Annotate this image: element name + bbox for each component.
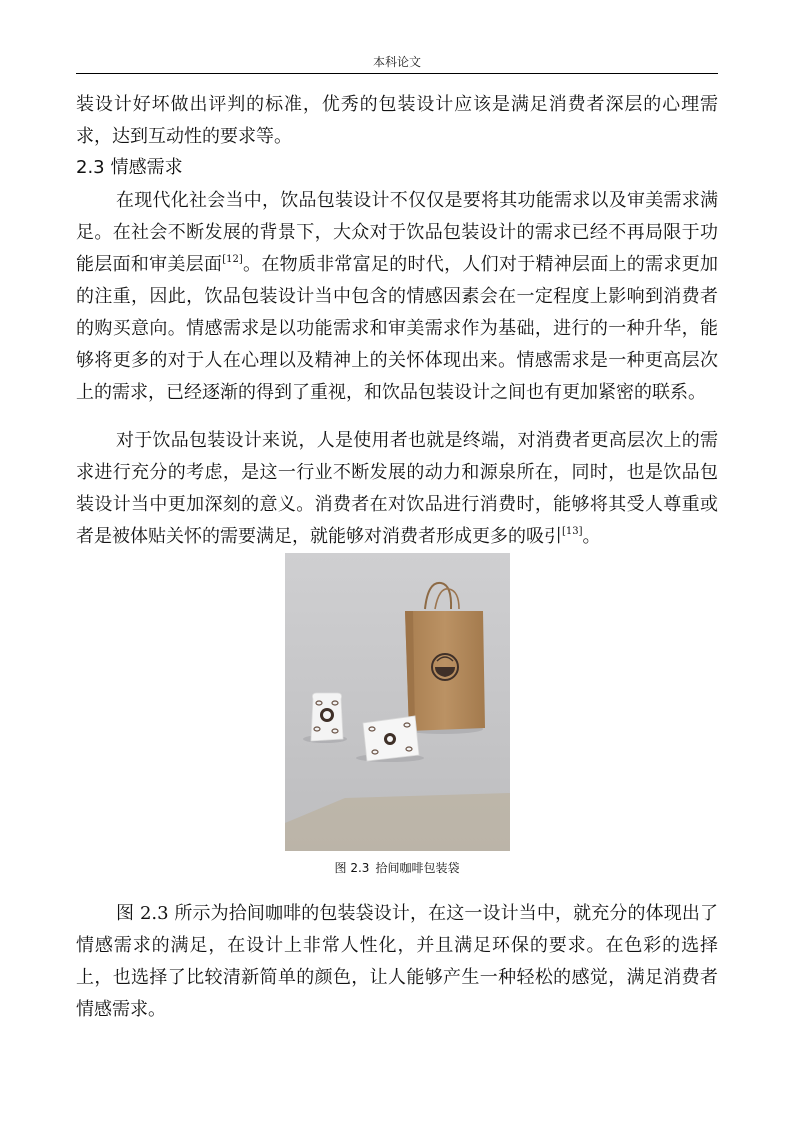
figure-caption — [76, 859, 718, 876]
citation-ref: [13] — [562, 526, 583, 537]
header-rule — [76, 73, 718, 74]
figure-packaging-photo — [285, 553, 510, 851]
paragraph-figure-discussion: 图 2.3 所示为拾间咖啡的包装袋设计，在这一设计当中，就充分的体现出了情感需求的满足，在设计上非常人性化，并且满足环保的要求。在色彩的选择上，也选择了比较清新简单的颜色，让人能够产生一种轻松的感觉，满足消费者情感需求。 — [76, 903, 718, 1020]
packaging-illustration — [285, 553, 510, 851]
figure-number: 图 2.3 — [334, 861, 370, 875]
citation-ref: [12] — [222, 254, 243, 265]
paragraph-text: 对于饮品包装设计来说，人是使用者也就是终端，对消费者更高层次上的需求进行充分的考虑，是这一行业不断发展的动力和源泉所在，同时，也是饮品包装设计当中更加深刻的意义。消费者在对饮品进行消费时，能够将其受人尊重或者是被体贴关怀的需要满足，就能够对消费者形成更多的吸引 — [76, 430, 718, 547]
paragraph-emotional-needs — [76, 185, 718, 409]
section-heading — [76, 153, 189, 179]
paragraph-text: 在现代化社会当中，饮品包装设计不仅仅是要将其功能需求以及审美需求满足。在社会不断发展的背景下，大众对于饮品包装设计的需求已经不再局限于功能层面和审美层面 — [76, 190, 718, 275]
paragraph-continued: 装设计好坏做出评判的标准，优秀的包装设计应该是满足消费者深层的心理需求，达到互动性的要求等。 — [76, 94, 718, 147]
running-header: 本科论文 — [372, 55, 421, 69]
paragraph-consumer — [76, 425, 718, 553]
paragraph-text: 。在物质非常富足的时代，人们对于精神层面上的需求更加的注重，因此，饮品包装设计当中包含的情感因素会在一定程度上影响到消费者的购买意向。情感需求是以功能需求和审美需求作为基础，进行的一种升华，能够将更多的对于人在心理以及精神上的关怀体现出来。情感需求是一种更高层次上的需求，已经逐渐的得到了重视，和饮品包装设计之间也有更加紧密的联系。 — [76, 254, 719, 403]
figure-title: 拾间咖啡包装袋 — [375, 861, 460, 875]
section-number: 2.3 — [76, 157, 105, 178]
section-title: 情感需求 — [110, 157, 183, 178]
paragraph-text: 。 — [582, 526, 601, 547]
